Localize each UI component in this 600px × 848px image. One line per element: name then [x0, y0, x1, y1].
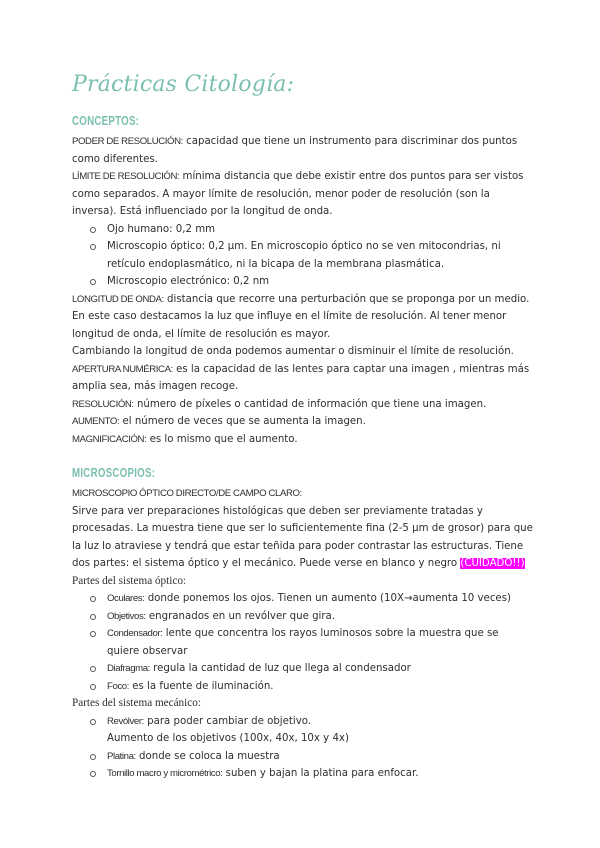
paragraph-microscopio — [72, 503, 534, 573]
list-item — [72, 625, 534, 660]
paragraph-limite — [72, 168, 534, 221]
item-term: Platina: — [107, 750, 136, 762]
item-term: Revólver: — [107, 715, 144, 727]
item-term: Oculares: — [107, 593, 145, 604]
list-item: Ojo humano: 0,2 mm — [72, 221, 534, 239]
item-term: Objetivos: — [107, 610, 146, 622]
paragraph-resolucion — [72, 396, 534, 414]
paragraph-aumento — [72, 413, 534, 431]
term-limite: LÍMITE DE RESOLUCIÓN: — [72, 171, 180, 182]
text-microscopio: Sirve para ver preparaciones histológicas que deben ser previamente tratadas y procesadas. La muestra tiene que ser lo suficientemente fina (2-5 μm de grosor) para que la luz lo atraviese y tendrá que estar teñida para poder contrastar las estructuras. Tiene dos partes: el sistema óptico y el mecánico. Puede verse en blanco y negro — [72, 505, 533, 569]
term-poder: PODER DE RESOLUCIÓN: — [72, 136, 183, 147]
text-aumento: el número de veces que se aumenta la imagen. — [119, 416, 366, 427]
list-item — [72, 765, 534, 783]
text-resolucion: número de píxeles o cantidad de información que tiene una imagen. — [133, 398, 487, 410]
text-apertura: es la capacidad de las lentes para captar una imagen , mientras más amplia sea, más imagen recoge. — [72, 363, 530, 392]
item-text: donde se coloca la muestra — [135, 750, 280, 762]
optico-heading: Partes del sistema óptico: — [72, 574, 187, 587]
mecanico-heading: Partes del sistema mecánico: — [72, 697, 201, 709]
item-text: es la fuente de iluminación. — [129, 680, 274, 692]
item-term: Condensador: — [107, 628, 163, 639]
list-item: Microscopio óptico: 0,2 μm. En microscopio óptico no se ven mitocondrias, ni retículo endoplasmático, ni la bicapa de la membrana plasmática. — [72, 238, 534, 273]
item-extra: Aumento de los objetivos (100x, 40x, 10x y 4x) — [107, 733, 349, 744]
text-magnificacion: es lo mismo que el aumento. — [146, 433, 298, 445]
optico-list — [72, 590, 534, 695]
list-item — [72, 608, 534, 626]
text-limite: mínima distancia que debe existir entre dos puntos para ser vistos como separados. A mayor límite de resolución, menor poder de resolución (son la inversa). Está influenciado por la longitud de onda. — [72, 171, 524, 217]
term-aumento: AUMENTO: — [72, 416, 120, 427]
term-resolucion: RESOLUCIÓN: — [72, 398, 134, 410]
paragraph-poder — [72, 133, 534, 168]
list-item — [72, 678, 534, 696]
item-text: donde ponemos los ojos. Tienen un aumento (10X→aumenta 10 veces) — [144, 593, 511, 604]
item-term: Foco: — [107, 680, 129, 692]
text-poder: capacidad que tiene un instrumento para discriminar dos puntos como diferentes. — [72, 136, 518, 165]
limite-list — [72, 221, 534, 291]
term-apertura: APERTURA NUMÉRICA: — [72, 363, 173, 375]
section-heading-microscopios: MICROSCOPIOS: — [72, 466, 156, 480]
page-title: Prácticas Citología: — [72, 72, 295, 97]
mecanico-list — [72, 713, 534, 783]
list-item — [72, 660, 534, 678]
list-item — [72, 748, 534, 766]
item-text: engranados en un revólver que gira. — [145, 610, 336, 622]
list-item — [72, 713, 534, 748]
term-longitud: LONGITUD DE ONDA: — [72, 293, 164, 305]
paragraph-cambiando: Cambiando la longitud de onda podemos aumentar o disminuir el límite de resolución. — [72, 346, 514, 357]
microscopios-section — [72, 465, 534, 783]
paragraph-longitud — [72, 291, 534, 344]
item-text: regula la cantidad de luz que llega al condensador — [149, 663, 411, 674]
paragraph-magnificacion — [72, 431, 534, 449]
text-longitud: distancia que recorre una perturbación que se proponga por un medio. En este caso destacamos la luz que influye en el límite de resolución. Al tener menor longitud de onda, el límite de resolución es mayor. — [72, 293, 530, 340]
subsection-title: MICROSCOPIO ÓPTICO DIRECTO/DE CAMPO CLARO: — [72, 488, 302, 499]
item-text: lente que concentra los rayos luminosos sobre la muestra que se quiere observar — [107, 628, 499, 657]
item-term: Diafragma: — [107, 663, 150, 674]
warning-highlight: (CUIDADO!!) — [460, 558, 525, 569]
item-term: Tornillo macro y micrométrico: — [107, 768, 223, 779]
item-text: suben y bajan la platina para enfocar. — [222, 768, 419, 779]
section-heading-conceptos: CONCEPTOS: — [72, 114, 140, 128]
conceptos-section — [72, 113, 534, 448]
item-text: para poder cambiar de objetivo. — [143, 715, 312, 727]
term-magnificacion: MAGNIFICACIÓN: — [72, 433, 147, 445]
list-item — [72, 590, 534, 608]
paragraph-apertura — [72, 361, 534, 396]
list-item: Microscopio electrónico: 0,2 nm — [72, 273, 534, 291]
